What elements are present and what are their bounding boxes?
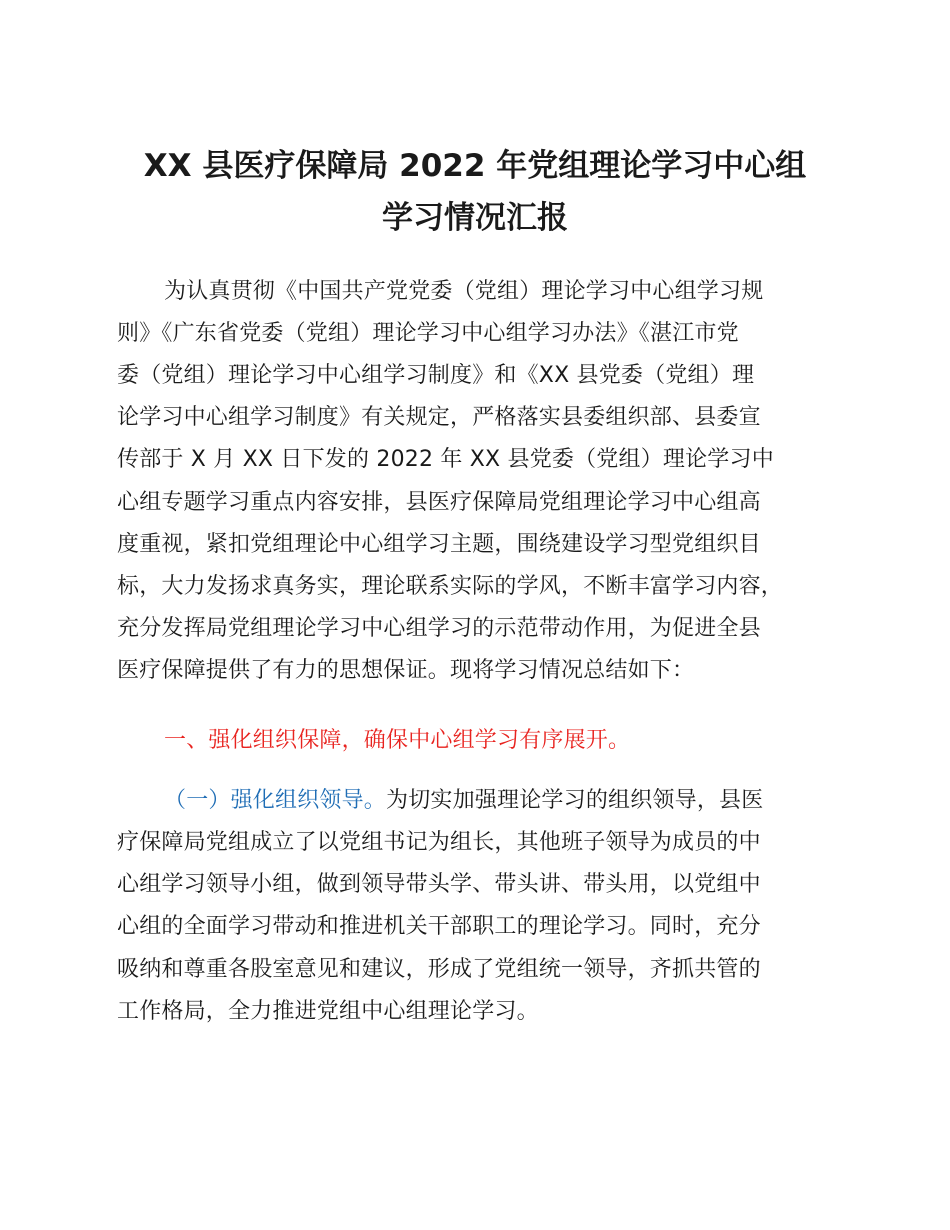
intro-line: 心组专题学习重点内容安排，县医疗保障局党组理论学习中心组高 (117, 490, 761, 515)
intro-line: 标，大力发扬求真务实，理论联系实际的学风，不断丰富学习内容， (117, 574, 784, 599)
intro-line: 度重视，紧扣党组理论中心组学习主题，围绕建设学习型党组织目 (117, 532, 761, 557)
subsection-1-heading: （一）强化组织领导。 (164, 788, 387, 813)
subsection-1-line: 心组学习领导小组，做到领导带头学、带头讲、带头用，以党组中 (117, 872, 761, 897)
intro-line: 医疗保障提供了有力的思想保证。现将学习情况总结如下： (117, 658, 695, 683)
subsection-1-line: 疗保障局党组成立了以党组书记为组长，其他班子领导为成员的中 (117, 830, 761, 855)
document-title-line-2: 学习情况汇报 (382, 200, 568, 236)
intro-line: 则》《广东省党委（党组）理论学习中心组学习办法》《湛江市党 (117, 321, 739, 346)
intro-line: 传部于 X 月 XX 日下发的 2022 年 XX 县党委（党组）理论学习中 (117, 447, 774, 472)
section-1-heading: 一、强化组织保障，确保中心组学习有序展开。 (164, 728, 631, 753)
intro-line: 委（党组）理论学习中心组学习制度》和《XX 县党委（党组）理 (117, 363, 755, 388)
subsection-1-first-line-text: 为切实加强理论学习的组织领导，县医 (386, 788, 764, 813)
subsection-1-line: 工作格局，全力推进党组中心组理论学习。 (117, 999, 539, 1024)
document-title-line-1: XX 县医疗保障局 2022 年党组理论学习中心组 (143, 148, 807, 184)
intro-line: 论学习中心组学习制度》有关规定，严格落实县委组织部、县委宣 (117, 405, 761, 430)
subsection-1-first-line (164, 783, 763, 819)
subsection-1-line: 心组的全面学习带动和推进机关干部职工的理论学习。同时，充分 (117, 914, 761, 939)
intro-line: 充分发挥局党组理论学习中心组学习的示范带动作用，为促进全县 (117, 616, 761, 641)
subsection-1-line: 吸纳和尊重各股室意见和建议，形成了党组统一领导，齐抓共管的 (117, 957, 761, 982)
intro-line: 为认真贯彻《中国共产党党委（党组）理论学习中心组学习规 (164, 279, 764, 304)
